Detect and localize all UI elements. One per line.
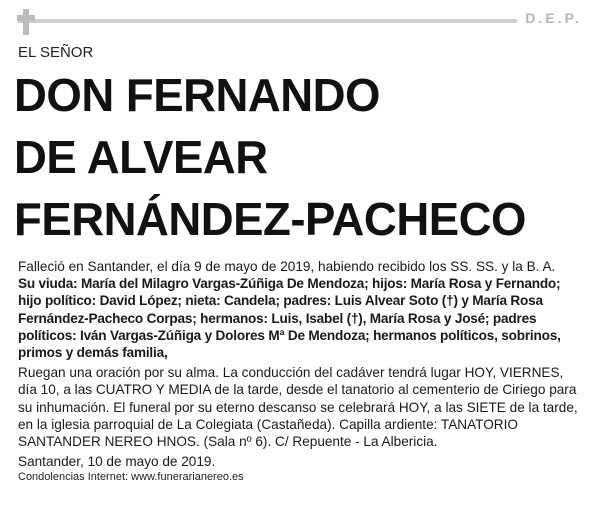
dep-label: D.E.P. — [517, 10, 582, 26]
deceased-name — [14, 64, 526, 250]
header-rule — [18, 19, 582, 23]
condolences-footer: Condolencias Internet: www.funerarianereo.es — [18, 471, 244, 484]
name-line: DE ALVEAR — [14, 131, 268, 183]
relatives-list: Su viuda: María del Milagro Vargas-Zúñiga De Mendoza; hijos: María Rosa y Fernando; hijo político: David López; nieta: Candela; padres: Luis Alvear Soto (†) y María Rosa Fernández-Pacheco Corpas; hermanos: Luis, Isabel (†), María Rosa y José; padres políticos: Iván Vargas-Zúñiga y Dolores Mª De Mendoza; hermanos políticos, sobrinos, primos y demás familia, — [18, 276, 561, 361]
notice-body — [18, 258, 584, 484]
name-line: FERNÁNDEZ-PACHECO — [14, 193, 526, 245]
death-notice: Falleció en Santander, el día 9 de mayo de 2019, habiendo recibido los SS. SS. y la B. A. — [18, 259, 556, 274]
intro-label: EL SEÑOR — [18, 44, 94, 61]
place-date: Santander, 10 de mayo de 2019. — [18, 454, 216, 470]
cross-icon — [17, 9, 35, 35]
name-line: DON FERNANDO — [14, 69, 380, 121]
service-details: Ruegan una oración por su alma. La conducción del cadáver tendrá lugar HOY, VIERNES, día 10, a las CUATRO Y MEDIA de la tarde, desde el tanatorio al cementerio de Ciriego para su inhumación. El funeral por su eterno descanso se celebrará HOY, a las SIETE de la tarde, en la iglesia parroquial de La Colegiata (Castañeda). Capilla ardiente: TANATORIO SANTANDER NEREO HNOS. (Sala nº 6). C/ Repuente - La Albericia. — [18, 365, 578, 450]
